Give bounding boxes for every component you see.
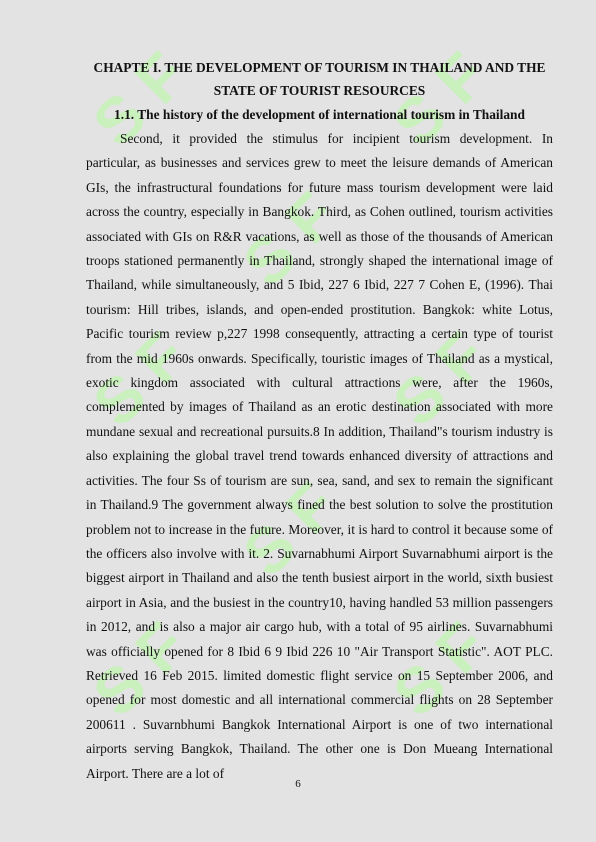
document-content <box>86 56 553 786</box>
body-paragraph: Second, it provided the stimulus for incipient tourism development. In particular, as businesses and services grew to meet the leisure demands of American GIs, the infrastructural foundations for future mass tourism development were laid across the country, especially in Bangkok. Third, as Cohen outlined, tourism activities associated with GIs on R&R vacations, as well as those of the thousands of American troops stationed permanently in Thailand, strongly shaped the international image of Thailand, while simultaneously, and 5 Ibid, 227 6 Ibid, 227 7 Cohen E, (1996). Thai tourism: Hill tribes, islands, and open-ended prostitution. Bangkok: white Lotus, Pacific tourism review p,227 1998 consequently, attracting a certain type of tourist from the mid 1960s onwards. Specifically, touristic images of Thailand as a mystical, exotic kingdom associated with cultural attractions were, after the 1960s, complemented by images of Thailand as an erotic destination associated with more mundane sexual and recreational pursuits.8 In addition, Thailand"s tourism industry is also explaining the global travel trend towards enhanced diversity of attractions and activities. The four Ss of tourism are sun, sea, sand, and sex to remain the significant in Thailand.9 The government always fined the best solution to solve the prostitution problem not to increase in the future. Moreover, it is hard to control it because some of the officers also involve with it. 2. Suvarnabhumi Airport Suvarnabhumi airport is the biggest airport in Thailand and also the tenth busiest airport in the world, sixth busiest airport in Asia, and the busiest in the country10, having handled 53 million passengers in 2012, and is also a major air cargo hub, with a total of 95 airlines. Suvarnabhumi was officially opened for 8 Ibid 6 9 Ibid 226 10 "Air Transport Statistic". AOT PLC. Retrieved 16 Feb 2015. limited domestic flight service on 15 September 2006, and opened for most domestic and all international commercial flights on 28 September 200611 . Suvarnbhumi Bangkok International Airport is one of two international airports serving Bangkok, Thailand. The other one is Don Mueang International Airport. There are a lot of <box>86 131 553 781</box>
svg-text:S F: S F <box>78 608 201 730</box>
svg-text:S F: S F <box>78 318 201 440</box>
svg-text:S F: S F <box>228 468 351 590</box>
svg-text:S F: S F <box>228 178 351 300</box>
page-number: 6 <box>295 778 301 790</box>
chapter-title: CHAPTE I. THE DEVELOPMENT OF TOURISM IN THAILAND AND THE STATE OF TOURIST RESOURCES <box>93 60 546 98</box>
svg-text:S F: S F <box>378 608 501 730</box>
svg-text:S F: S F <box>78 38 201 160</box>
svg-text:S F: S F <box>378 318 501 440</box>
svg-text:S F: S F <box>378 38 501 160</box>
section-title: 1.1. The history of the development of international tourism in Thailand <box>114 107 525 122</box>
